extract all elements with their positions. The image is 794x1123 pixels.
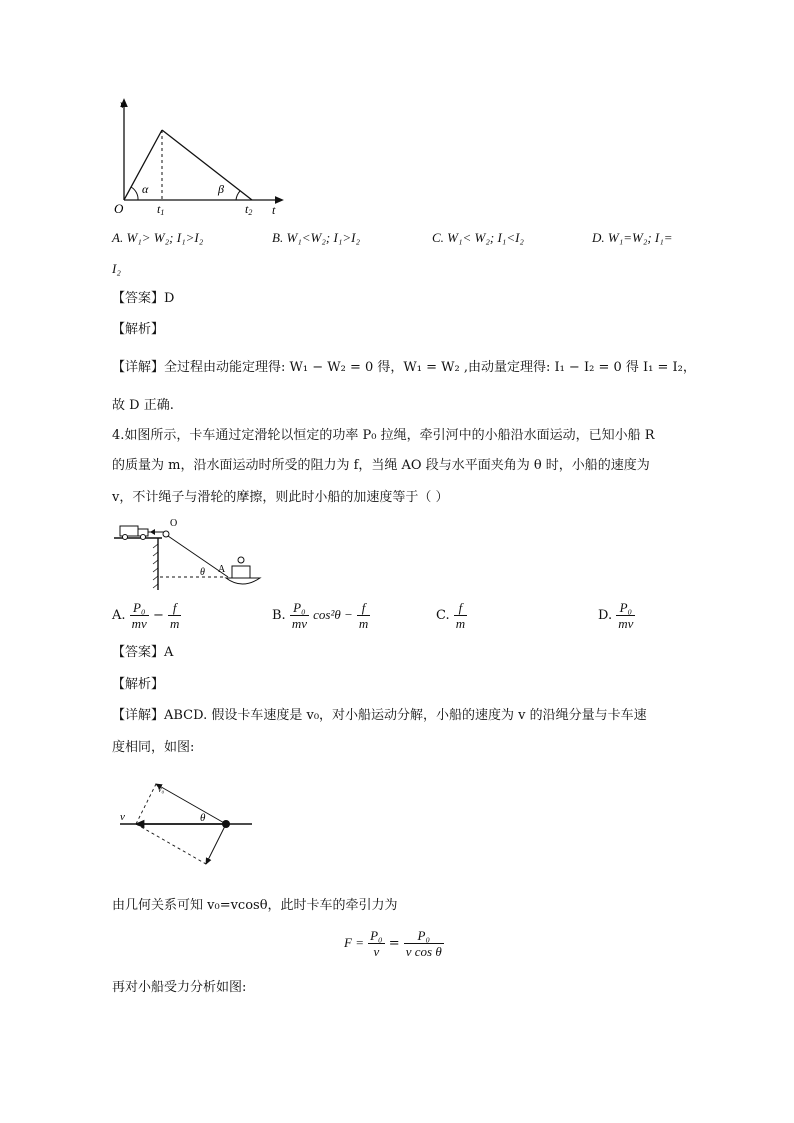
q4-analysis-heading: 【解析】 bbox=[112, 677, 165, 692]
q4-detail-line1: 【详解】ABCD. 假设卡车速度是 v₀，对小船运动分解，小船的速度为 v 的沿绳分量与卡车速 bbox=[112, 708, 647, 723]
q4-option-d: D. $\frac{\text{P₀}}{mv}$ bbox=[598, 600, 634, 631]
q4-stem-line2: 的质量为 m，沿水面运动时所受的阻力为 f，当绳 AO 段与水平面夹角为 θ 时，小船的速度为 bbox=[112, 458, 650, 473]
beta-label: β bbox=[218, 182, 224, 196]
q3-analysis-heading: 【解析】 bbox=[112, 322, 165, 337]
truck-pulley-boat-figure bbox=[112, 516, 272, 596]
q3-option-d-cont: I₂ bbox=[112, 261, 121, 276]
t1-label: t1 bbox=[157, 202, 165, 217]
theta-label: θ bbox=[200, 567, 205, 578]
q4-option-a: A. $\frac{\text{P₀}}{mv}$ − $\frac{f}{m}$ bbox=[112, 600, 180, 631]
q3-option-d: D. W₁=W₂; I₁= bbox=[592, 230, 673, 245]
q4-answer: 【答案】A bbox=[112, 645, 174, 660]
traction-force-formula: F = $\frac{\text{P₀}}{v}$ = $\frac{\text{P₀}}{\text{v cos θ}}$ bbox=[344, 928, 442, 959]
q3-option-a: A. W₁> W₂; I₁>I₂ bbox=[112, 230, 204, 245]
falling-line bbox=[162, 130, 252, 200]
t2-label: t2 bbox=[245, 202, 253, 217]
q3-detail-line1: 【详解】全过程由动能定理得: W₁ − W₂ = 0 得，W₁ = W₂ ,由动量定理得: I₁ − I₂ = 0 得 I₁ = I₂， bbox=[112, 360, 696, 375]
q3-answer: 【答案】D bbox=[112, 291, 175, 306]
t-label: t bbox=[272, 203, 276, 217]
v-label: v bbox=[120, 97, 126, 111]
alpha-label: α bbox=[142, 182, 149, 196]
q4-option-c: C. $\frac{f}{m}$ bbox=[436, 600, 466, 631]
q3-option-c: C. W₁< W₂; I₁<I₂ bbox=[432, 230, 524, 245]
boat-icon bbox=[226, 557, 260, 584]
pulley-label: O bbox=[170, 518, 178, 529]
q4-stem-line3: v，不计绳子与滑轮的摩擦，则此时小船的加速度等于（ ） bbox=[112, 490, 449, 505]
theta-label-2: θ bbox=[200, 812, 206, 824]
q3-detail-line2: 故 D 正确. bbox=[112, 398, 174, 413]
origin-label: O bbox=[114, 201, 124, 216]
geometry-relation-line: 由几何关系可知 v₀=vcosθ，此时卡车的牵引力为 bbox=[112, 898, 398, 913]
velocity-decomposition-figure bbox=[112, 772, 262, 872]
q4-stem-line1: 4.如图所示，卡车通过定滑轮以恒定的功率 P₀ 拉绳，牵引河中的小船沿水面运动，已知小船 R bbox=[112, 428, 655, 443]
beta-arc bbox=[236, 191, 240, 200]
point-a-label: A bbox=[218, 564, 226, 575]
boat-point bbox=[222, 820, 230, 828]
q4-option-b: B. $\frac{\text{P₀}}{mv}$ cos²θ − $\frac{f}{m}$ bbox=[272, 600, 369, 631]
alpha-arc bbox=[131, 187, 138, 200]
force-analysis-line: 再对小船受力分析如图: bbox=[112, 980, 247, 995]
v-label: v bbox=[120, 811, 125, 823]
q4-detail-line2: 度相同，如图: bbox=[112, 740, 195, 755]
v0-label: v₀ bbox=[158, 785, 165, 794]
q3-option-b: B. W₁<W₂; I₁>I₂ bbox=[272, 230, 360, 245]
vt-graph-figure bbox=[112, 96, 292, 221]
